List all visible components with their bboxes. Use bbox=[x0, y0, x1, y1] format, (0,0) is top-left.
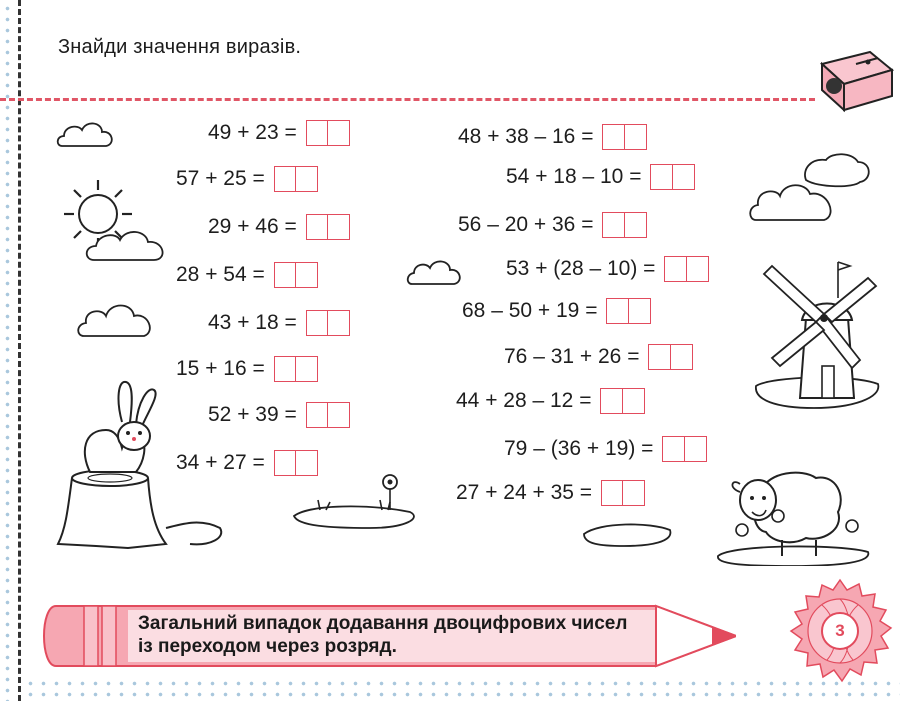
exercise-expression: 29 + 46 = bbox=[208, 215, 297, 238]
answer-tens-box[interactable] bbox=[274, 262, 297, 288]
exercise-right-9 bbox=[456, 480, 645, 506]
answer-boxes[interactable] bbox=[606, 298, 650, 324]
cloud-icon bbox=[748, 150, 872, 230]
exercise-expression: 44 + 28 – 12 = bbox=[456, 389, 592, 412]
answer-boxes[interactable] bbox=[650, 164, 694, 190]
exercise-left-1 bbox=[208, 120, 350, 146]
exercise-left-5 bbox=[208, 310, 350, 336]
answer-tens-box[interactable] bbox=[306, 120, 329, 146]
answer-boxes[interactable] bbox=[306, 120, 350, 146]
answer-ones-box[interactable] bbox=[624, 124, 647, 150]
sun-icon bbox=[54, 176, 170, 266]
exercise-right-2 bbox=[506, 164, 695, 190]
answer-boxes[interactable] bbox=[602, 124, 646, 150]
binding-dashed-line bbox=[18, 0, 21, 701]
exercise-left-2 bbox=[176, 166, 318, 192]
answer-ones-box[interactable] bbox=[684, 436, 707, 462]
exercise-right-5 bbox=[462, 298, 651, 324]
exercise-right-4 bbox=[506, 256, 709, 282]
exercise-right-6 bbox=[504, 344, 693, 370]
answer-ones-box[interactable] bbox=[622, 480, 645, 506]
answer-boxes[interactable] bbox=[648, 344, 692, 370]
exercise-expression: 28 + 54 = bbox=[176, 263, 265, 286]
answer-ones-box[interactable] bbox=[670, 344, 693, 370]
exercise-expression: 76 – 31 + 26 = bbox=[504, 345, 640, 368]
answer-boxes[interactable] bbox=[274, 262, 318, 288]
answer-tens-box[interactable] bbox=[602, 212, 625, 238]
grass-icon bbox=[580, 512, 676, 552]
exercise-expression: 49 + 23 = bbox=[208, 121, 297, 144]
topic-line-2: із переходом через розряд. bbox=[138, 636, 397, 657]
answer-ones-box[interactable] bbox=[628, 298, 651, 324]
answer-boxes[interactable] bbox=[662, 436, 706, 462]
cut-line-divider bbox=[0, 98, 815, 101]
answer-boxes[interactable] bbox=[602, 212, 646, 238]
answer-tens-box[interactable] bbox=[274, 356, 297, 382]
bottom-dots bbox=[20, 676, 900, 701]
exercise-left-8 bbox=[176, 450, 318, 476]
exercise-right-3 bbox=[458, 212, 647, 238]
answer-ones-box[interactable] bbox=[327, 310, 350, 336]
exercise-expression: 57 + 25 = bbox=[176, 167, 265, 190]
exercise-right-1 bbox=[458, 124, 647, 150]
sheep-icon bbox=[712, 460, 874, 566]
answer-ones-box[interactable] bbox=[624, 212, 647, 238]
answer-ones-box[interactable] bbox=[295, 356, 318, 382]
answer-tens-box[interactable] bbox=[274, 166, 297, 192]
exercise-expression: 48 + 38 – 16 = bbox=[458, 125, 594, 148]
exercise-expression: 34 + 27 = bbox=[176, 451, 265, 474]
answer-ones-box[interactable] bbox=[295, 450, 318, 476]
exercise-expression: 53 + (28 – 10) = bbox=[506, 257, 656, 280]
answer-boxes[interactable] bbox=[306, 310, 350, 336]
cloud-icon bbox=[56, 118, 116, 152]
task-title: Знайди значення виразів. bbox=[58, 36, 302, 58]
exercise-right-7 bbox=[456, 388, 645, 414]
exercise-left-4 bbox=[176, 262, 318, 288]
topic-line-1: Загальний випадок додавання двоцифрових чисел bbox=[138, 613, 628, 634]
answer-ones-box[interactable] bbox=[295, 262, 318, 288]
answer-ones-box[interactable] bbox=[686, 256, 709, 282]
answer-boxes[interactable] bbox=[274, 450, 318, 476]
exercise-expression: 27 + 24 + 35 = bbox=[456, 481, 593, 504]
exercise-right-8 bbox=[504, 436, 707, 462]
exercise-expression: 15 + 16 = bbox=[176, 357, 265, 380]
answer-tens-box[interactable] bbox=[664, 256, 687, 282]
answer-ones-box[interactable] bbox=[672, 164, 695, 190]
answer-tens-box[interactable] bbox=[602, 124, 625, 150]
answer-ones-box[interactable] bbox=[327, 214, 350, 240]
sharpener-icon bbox=[812, 44, 898, 114]
cloud-icon bbox=[406, 254, 464, 290]
topic-banner-text bbox=[138, 612, 678, 658]
exercise-left-6 bbox=[176, 356, 318, 382]
exercise-expression: 68 – 50 + 19 = bbox=[462, 299, 598, 322]
grass-icon bbox=[290, 466, 426, 536]
exercise-expression: 79 – (36 + 19) = bbox=[504, 437, 654, 460]
answer-boxes[interactable] bbox=[306, 214, 350, 240]
answer-tens-box[interactable] bbox=[606, 298, 629, 324]
answer-boxes[interactable] bbox=[600, 388, 644, 414]
answer-boxes[interactable] bbox=[664, 256, 708, 282]
windmill-icon bbox=[752, 258, 882, 416]
answer-ones-box[interactable] bbox=[327, 120, 350, 146]
answer-ones-box[interactable] bbox=[327, 402, 350, 428]
answer-boxes[interactable] bbox=[274, 166, 318, 192]
exercise-expression: 52 + 39 = bbox=[208, 403, 297, 426]
answer-boxes[interactable] bbox=[601, 480, 645, 506]
answer-tens-box[interactable] bbox=[306, 402, 329, 428]
answer-tens-box[interactable] bbox=[662, 436, 685, 462]
answer-tens-box[interactable] bbox=[274, 450, 297, 476]
answer-boxes[interactable] bbox=[306, 402, 350, 428]
exercise-expression: 54 + 18 – 10 = bbox=[506, 165, 642, 188]
exercise-left-7 bbox=[208, 402, 350, 428]
exercise-left-3 bbox=[208, 214, 350, 240]
answer-tens-box[interactable] bbox=[650, 164, 673, 190]
cloud-icon bbox=[76, 298, 158, 344]
answer-boxes[interactable] bbox=[274, 356, 318, 382]
answer-tens-box[interactable] bbox=[306, 214, 329, 240]
answer-tens-box[interactable] bbox=[600, 388, 623, 414]
page-number: 3 bbox=[835, 621, 845, 640]
exercise-expression: 56 – 20 + 36 = bbox=[458, 213, 594, 236]
exercise-expression: 43 + 18 = bbox=[208, 311, 297, 334]
answer-tens-box[interactable] bbox=[306, 310, 329, 336]
answer-ones-box[interactable] bbox=[622, 388, 645, 414]
margin-dots bbox=[0, 0, 16, 701]
answer-tens-box[interactable] bbox=[601, 480, 624, 506]
answer-ones-box[interactable] bbox=[295, 166, 318, 192]
answer-tens-box[interactable] bbox=[648, 344, 671, 370]
